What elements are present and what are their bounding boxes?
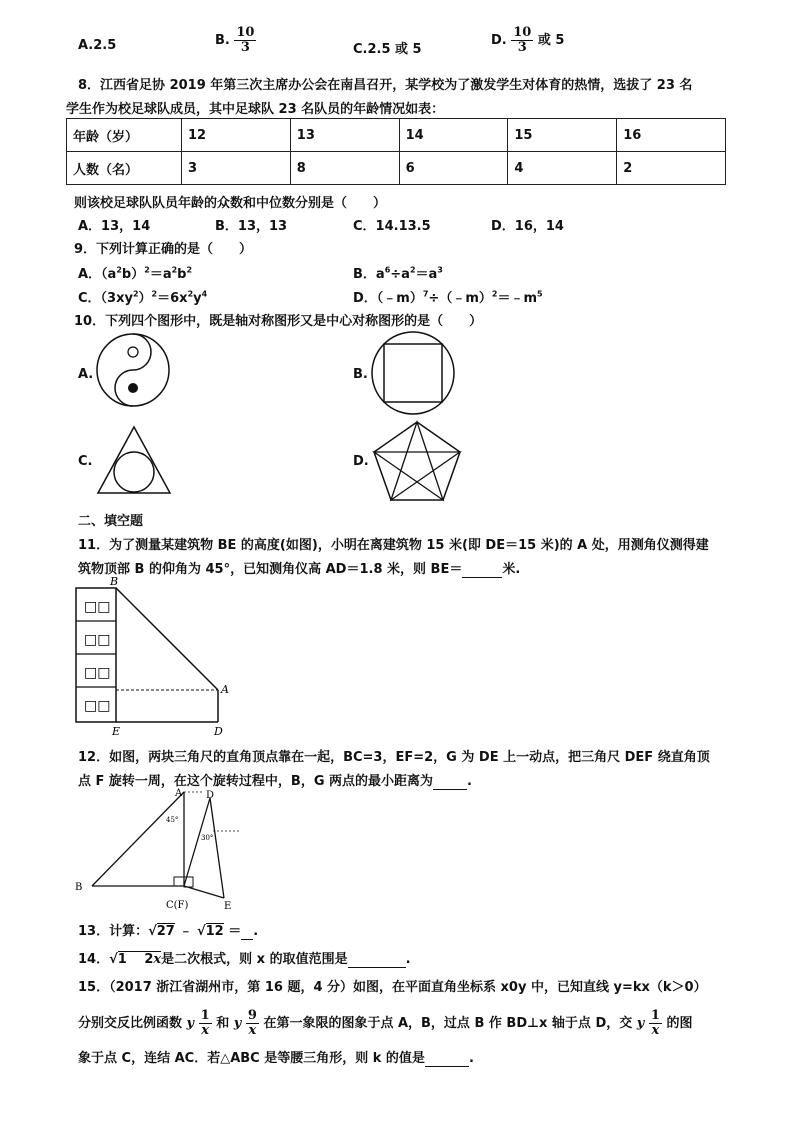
table-row <box>67 119 726 152</box>
q9-option-d: D．$(﹣m)^7\div(﹣m)^2=﹣m^5$ <box>353 289 543 306</box>
q12-line1: 12．如图，两块三角尺的直角顶点靠在一起，BC=3，EF=2，G 为 DE 上一动点，把三角尺 DEF 绕直角顶 <box>78 750 710 765</box>
triangles-figure <box>70 784 270 912</box>
square-in-circle-figure <box>370 330 456 416</box>
point-label-a: A <box>175 788 183 799</box>
table-cell: 14 <box>399 119 508 152</box>
point-label-a: A <box>221 683 229 696</box>
q8-line2: 学生作为校足球队成员，其中足球队 23 名队员的年龄情况如表： <box>66 102 445 117</box>
answer-blank <box>348 952 406 968</box>
q10-option-b-label: B. <box>353 367 368 382</box>
table-cell: 6 <box>399 152 508 185</box>
table-cell: 2 <box>617 152 726 185</box>
sqrt-symbol: √ <box>148 924 157 939</box>
q7-b-fraction: $\frac{10}{3}$ <box>236 25 255 55</box>
q7-option-d: D. $\frac{10}{3}$ 或 5 <box>491 25 565 55</box>
q15-line1: 15．（2017 浙江省湖州市，第 16 题，4 分）如图，在平面直角坐标系 x0y 中，已知直线 y=kx（k＞0） <box>78 980 707 995</box>
q7-option-a: A.2.5 <box>78 38 117 53</box>
section-heading: 二、填空题 <box>78 514 144 529</box>
point-label-e: E <box>112 725 121 738</box>
answer-blank <box>462 562 502 578</box>
answer-blank <box>425 1051 469 1067</box>
answer-blank <box>241 924 253 940</box>
point-label-cf: C(F) <box>166 900 189 911</box>
q9-stem: 9．下列计算正确的是（ ） <box>74 242 253 257</box>
table-cell: 15 <box>508 119 617 152</box>
q10-stem: 10．下列四个图形中，既是轴对称图形又是中心对称图形的是（ ） <box>74 314 483 329</box>
q7-d-fraction: $\frac{10}{3}$ <box>513 25 532 55</box>
q11-line2: 筑物顶部 B 的仰角为 45°，已知测角仪高 AD＝1.8 米，则 BE＝ 米. <box>78 562 521 577</box>
point-label-b: B <box>75 882 83 893</box>
circle-in-triangle-figure <box>96 425 172 495</box>
window-label: □□ <box>84 632 111 648</box>
q8-option-b: B．13，13 <box>215 219 288 234</box>
q13-line: 13．计算：√27 ﹣ √12 ＝ . <box>78 924 259 939</box>
table-cell: 4 <box>508 152 617 185</box>
q8-option-c: C．14.13.5 <box>353 219 431 234</box>
star-in-pentagon-figure <box>372 420 462 502</box>
table-cell: 12 <box>182 119 291 152</box>
sqrt-symbol: √ <box>109 952 118 967</box>
q8-line1: 8．江西省足协 2019 年第三次主席办公会在南昌召开，某学校为了激发学生对体育的热情，选拔了 23 名 <box>78 78 693 93</box>
q9-option-a: A．$(a^2b)^2=a^2b^2$ <box>78 265 193 282</box>
q10-option-d-label: D. <box>353 454 369 469</box>
table-cell: 年龄（岁） <box>67 119 182 152</box>
building-figure <box>70 574 240 738</box>
point-label-d: D <box>214 725 223 738</box>
window-label: □□ <box>84 665 111 681</box>
table-cell: 13 <box>290 119 399 152</box>
point-label-e: E <box>224 901 232 912</box>
point-label-b: B <box>110 575 119 588</box>
q8-option-d: D．16，14 <box>491 219 564 234</box>
q8-question: 则该校足球队队员年龄的众数和中位数分别是（ ） <box>74 196 387 211</box>
angle-30-label: 30° <box>201 834 214 842</box>
q9-option-b: B．$a^6\div a^2=a^3$ <box>353 265 443 282</box>
q7-option-b: B. $\frac{10}{3}$ <box>215 25 255 55</box>
yin-yang-figure <box>95 332 171 408</box>
table-cell: 3 <box>182 152 291 185</box>
q14-line: 14．√1 2x是二次根式，则 x 的取值范围是 . <box>78 952 411 967</box>
q11-line1: 11．为了测量某建筑物 BE 的高度(如图)，小明在离建筑物 15 米(即 DE＝15 米)的 A 处，用测角仪测得建 <box>78 538 709 553</box>
q12-line2: 点 F 旋转一周，在这个旋转过程中，B，G 两点的最小距离为 . <box>78 774 472 789</box>
point-label-d: D <box>206 790 215 801</box>
sqrt-symbol: √ <box>196 924 206 939</box>
fraction: $\frac{1}{x}$ <box>200 1008 210 1038</box>
q10-option-c-label: C. <box>78 454 93 469</box>
fraction: $\frac{9}{x}$ <box>247 1008 257 1038</box>
q15-line3: 象于点 C，连结 AC．若△ABC 是等腰三角形，则 k 的值是 . <box>78 1051 474 1066</box>
q9-option-c: C．$(3xy^2)^2=6x^2y^4$ <box>78 289 208 306</box>
angle-45-label: 45° <box>166 816 179 824</box>
answer-blank <box>433 774 467 790</box>
window-label: □□ <box>84 698 111 714</box>
table-cell: 8 <box>290 152 399 185</box>
q10-option-a-label: A. <box>78 367 94 382</box>
table-cell: 16 <box>617 119 726 152</box>
age-table <box>66 118 726 185</box>
q7-option-c: C.2.5 或 5 <box>353 42 422 57</box>
q8-option-a: A．13，14 <box>78 219 151 234</box>
window-label: □□ <box>84 599 111 615</box>
fraction: $\frac{1}{x}$ <box>650 1008 660 1038</box>
q15-line2: 分别交反比例函数 y $\frac{1}{x}$ 和 y $\frac{9}{x}$ 在第一象限的图象于点 A，B，过点 B 作 BD⊥x 轴于点 D，交 y $\frac{1}{x}$ 的图 <box>78 1008 693 1038</box>
table-cell: 人数（名） <box>67 152 182 185</box>
table-row <box>67 152 726 185</box>
